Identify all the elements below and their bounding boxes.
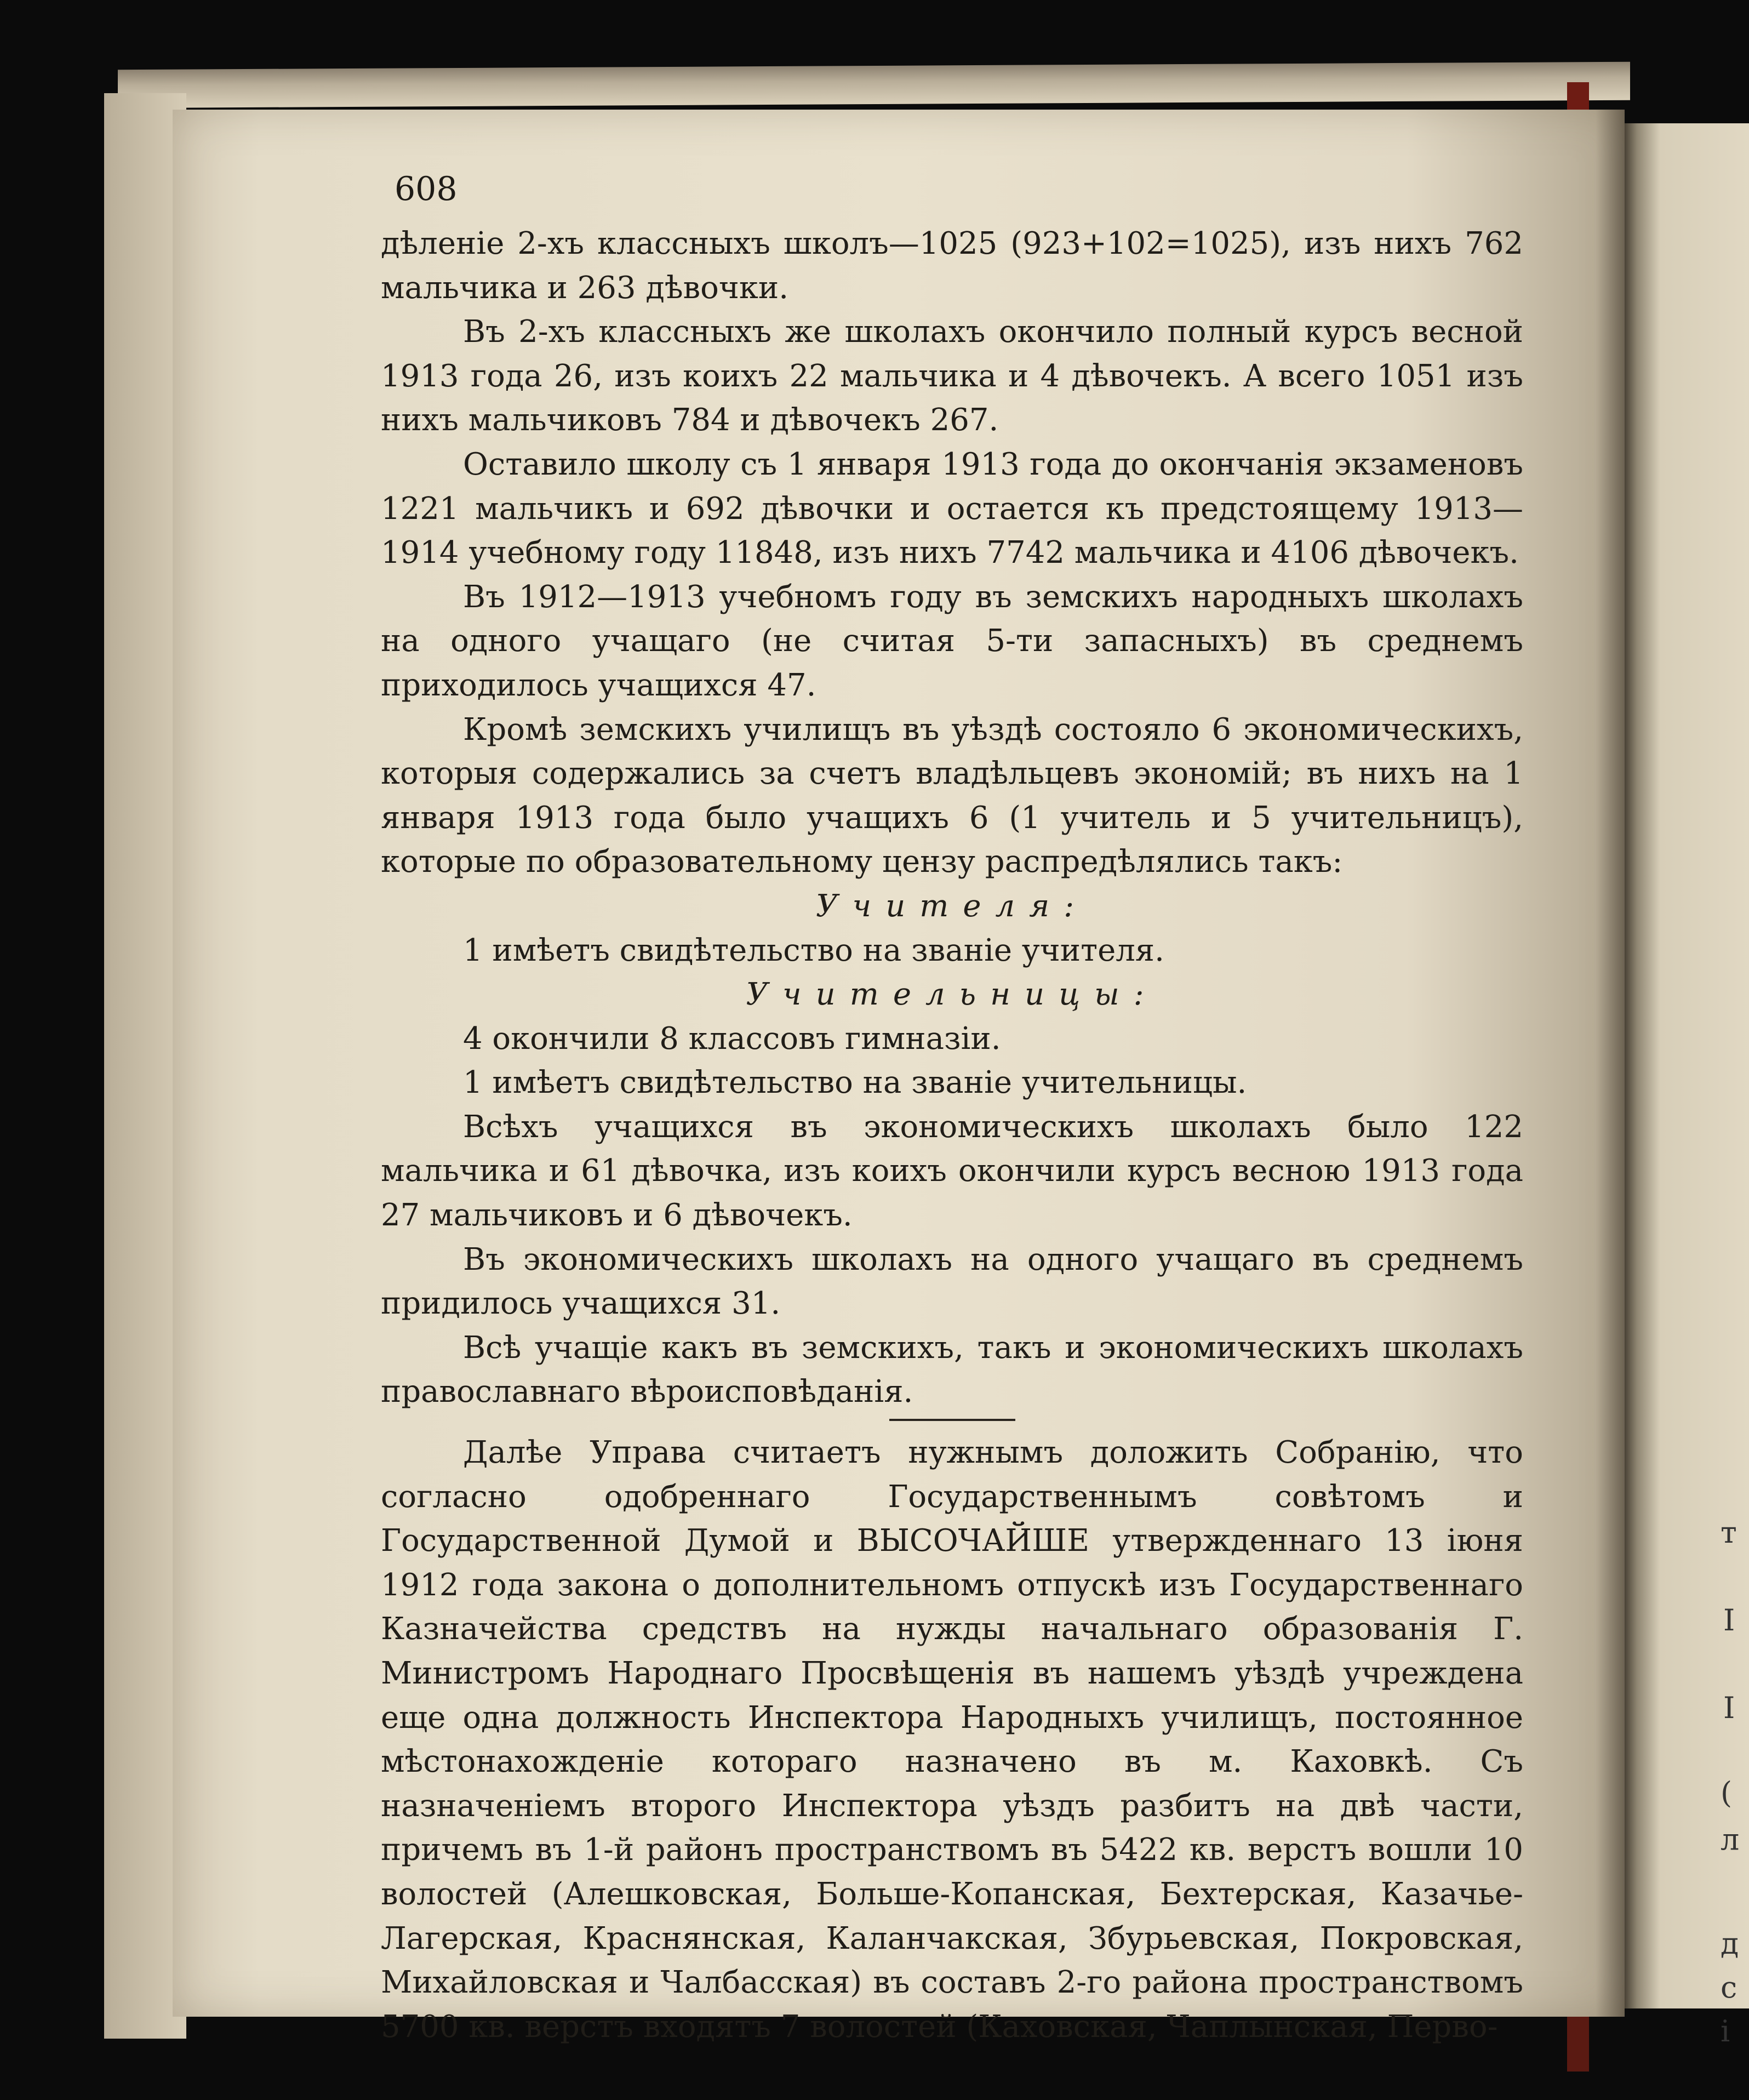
right-page-glyph: і [1721, 2014, 1730, 2048]
right-page-glyph: л [1721, 1822, 1740, 1857]
page-number: 608 [395, 170, 458, 208]
right-page-glyph: І [1723, 1603, 1735, 1637]
paragraph: Всѣхъ учащихся въ экономическихъ школахъ было 122 мальчика и 61 дѣвочка, изъ коихъ окончили курсъ весною 1913 года 27 мальчиковъ и 6 дѣвочекъ. [381, 1109, 1523, 1234]
page-body [381, 222, 1523, 2049]
paragraph: Въ 2-хъ классныхъ же школахъ окончило полный курсъ весной 1913 года 26, изъ коихъ 22 мальчика и 4 дѣвочекъ. А всего 1051 изъ нихъ мальчиковъ 784 и дѣвочекъ 267. [381, 314, 1523, 438]
book-top-edge [118, 62, 1630, 108]
right-page-glyph: т [1721, 1515, 1737, 1550]
paragraph: Въ 1912—1913 учебномъ году въ земскихъ народныхъ школахъ на одного учащаго (не считая 5-ти запасныхъ) въ среднемъ приходилось учащихся 47. [381, 579, 1523, 703]
adjacent-right-page [1622, 123, 1749, 2048]
right-page-glyph: І [1723, 1691, 1735, 1725]
list-item: 1 имѣетъ свидѣтельство на званіе учителя. [463, 932, 1164, 968]
list-item: 4 окончили 8 классовъ гимназіи. [463, 1020, 1001, 1057]
right-page-glyph: с [1721, 1970, 1737, 2005]
paragraph: Кромѣ земскихъ училищъ въ уѣздѣ состояло 6 экономическихъ, которыя содержались за счетъ владѣльцевъ экономій; въ нихъ на 1 января 1913 года было учащихъ 6 (1 учитель и 5 учительницъ), которые по образовательному цензу распредѣлялись такъ: [381, 711, 1523, 880]
section-divider [889, 1419, 1015, 1421]
right-page-glyph: д [1721, 1926, 1739, 1961]
section-heading-women-teachers: Учительницы: [746, 977, 1158, 1013]
paragraph: Въ экономическихъ школахъ на одного учащаго въ среднемъ придилось учащихся 31. [381, 1241, 1523, 1322]
paragraph: Далѣе Управа считаетъ нужнымъ доложить Собранію, что согласно одобреннаго Государственнымъ совѣтомъ и Государственной Думой и ВЫСОЧАЙШЕ утвержденнаго 13 іюня 1912 года закона о дополнительномъ отпускѣ изъ Государственнаго Казначейства средствъ на нужды начальнаго образованія Г. Министромъ Народнаго Просвѣщенія въ нашемъ уѣздѣ учреждена еще одна должность Инспектора Народныхъ училищъ, постоянное мѣстонахожденіе котораго назначено въ м. Каховкѣ. Съ назначеніемъ второго Инспектора уѣздъ разбитъ на двѣ части, причемъ въ 1-й районъ пространствомъ въ 5422 кв. верстъ вошли 10 волостей (Алешковская, Больше-Копанская, Бехтерская, Казачье-Лагерская, Краснянская, Каланчакская, Збурьевская, Покровская, Михайловская и Чалбасская) въ составъ 2-го района пространствомъ 5700 кв. верстъ входятъ 7 волостей (Каховская, Чаплынская, Перво- [381, 1435, 1523, 2045]
paragraph: Всѣ учащіе какъ въ земскихъ, такъ и экономическихъ школахъ православнаго вѣроисповѣданія. [381, 1329, 1523, 1410]
list-item: 1 имѣетъ свидѣтельство на званіе учительницы. [463, 1065, 1247, 1101]
paragraph: дѣленіе 2-хъ классныхъ школъ—1025 (923+102=1025), изъ нихъ 762 мальчика и 263 дѣвочки. [381, 226, 1523, 306]
section-heading-teachers: Учителя: [815, 888, 1089, 924]
right-page-glyph: ( [1721, 1776, 1733, 1810]
paragraph: Оставило школу съ 1 января 1913 года до окончанія экзаменовъ 1221 мальчикъ и 692 дѣвочки и остается къ предстоящему 1913—1914 учебному году 11848, изъ нихъ 7742 мальчика и 4106 дѣвочекъ. [381, 446, 1523, 571]
